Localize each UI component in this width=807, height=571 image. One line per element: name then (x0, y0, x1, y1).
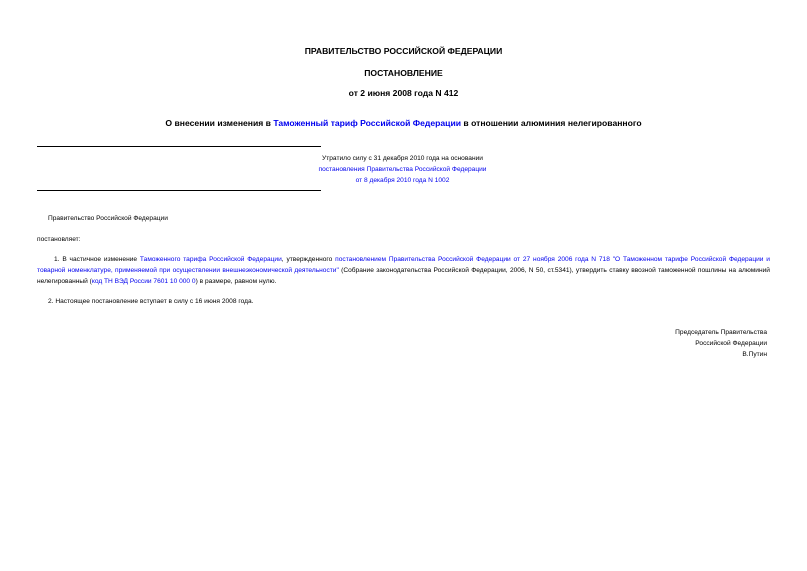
item-1-paragraph (37, 254, 770, 287)
tariff-link[interactable]: Таможенного тарифа Российской Федерации (139, 256, 282, 263)
date-number-heading: от 2 июня 2008 года N 412 (348, 88, 459, 98)
repeal-decree-link[interactable]: постановления Правительства Российской Федерации (318, 166, 487, 173)
title-text-before: О внесении изменения в (165, 118, 274, 128)
item-1-text-b: , утвержденного (281, 256, 336, 263)
signatory-name: В.Путин (742, 351, 767, 358)
signatory-position-1: Председатель Правительства (675, 329, 767, 336)
item-2-paragraph: 2. Настоящее постановление вступает в силу с 16 июня 2008 года. (48, 298, 254, 305)
status-line-1: Утратило силу с 31 декабря 2010 года на основании (322, 155, 483, 162)
document-title (0, 118, 807, 128)
item-1-text-d: ) в размере, равном нулю. (195, 278, 277, 285)
signatory-position-2: Российской Федерации (695, 340, 767, 347)
decree-718-link[interactable]: постановлением Правительства Российской Федерации от 27 ноября 2006 года N 718 "О Таможенном тарифе Российской Федерации и товарной номенклатуре, применяемой при осуществлении внешнеэкономической деятельности" (37, 256, 770, 274)
item-1-text-c: (Собрание законодательства Российской Федерации, 2006, N 50, ст.5341), утвердить ставку ввозной таможенной пошлины на алюминий нелегированный ( (37, 267, 770, 285)
status-note (300, 153, 505, 186)
signature-block (675, 327, 767, 360)
document-type-heading: ПОСТАНОВЛЕНИЕ (364, 68, 443, 78)
customs-tariff-link[interactable]: Таможенный тариф Российской Федерации (273, 118, 462, 128)
top-divider (37, 146, 321, 147)
preamble-subject: Правительство Российской Федерации (48, 215, 168, 222)
hs-code-link[interactable]: код ТН ВЭД России 7601 10 000 0 (91, 278, 196, 285)
repeal-decree-date-link[interactable]: от 8 декабря 2010 года N 1002 (355, 177, 450, 184)
preamble-decrees: постановляет: (37, 236, 81, 243)
issuer-heading: ПРАВИТЕЛЬСТВО РОССИЙСКОЙ ФЕДЕРАЦИИ (304, 46, 503, 56)
title-text-after: в отношении алюминия нелегированного (461, 118, 642, 128)
item-1-text-a: 1. В частичное изменение (54, 256, 140, 263)
bottom-divider (37, 190, 321, 191)
